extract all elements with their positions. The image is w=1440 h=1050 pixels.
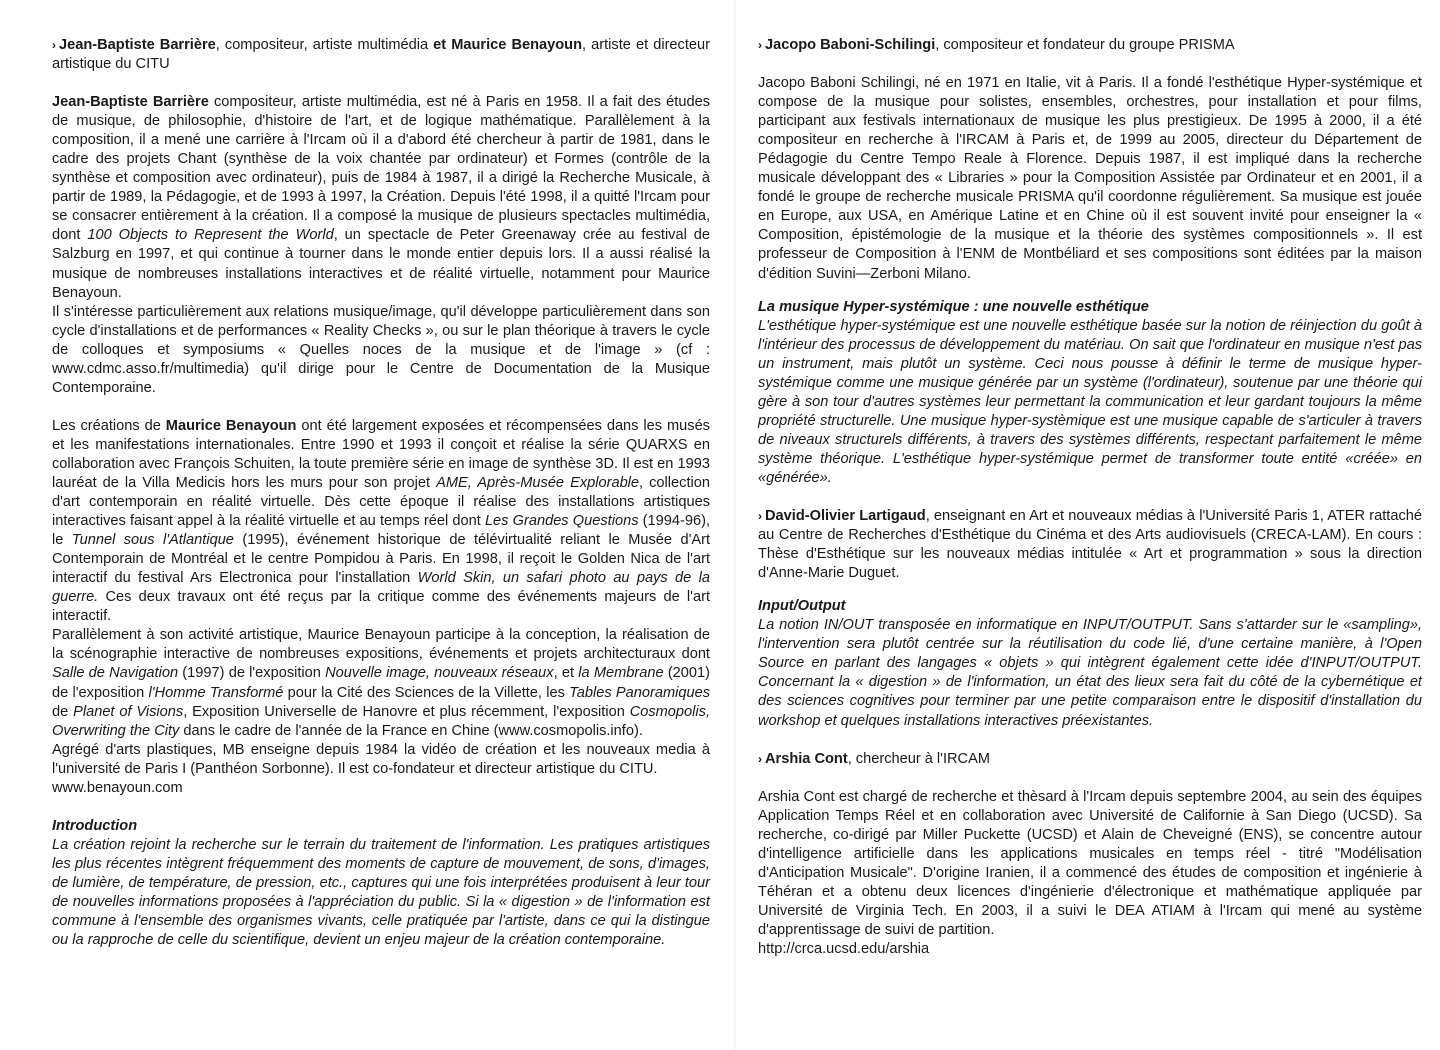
section-title-hyper-systemique: La musique Hyper-systémique : une nouvelle esthétique	[758, 298, 1149, 315]
bio-text: , et	[553, 665, 579, 682]
header-barriere-benayoun	[52, 36, 710, 74]
work-title: Planet of Visions	[73, 703, 184, 720]
left-column	[52, 36, 710, 950]
website-link[interactable]: http://crca.ucsd.edu/arshia	[758, 940, 930, 957]
work-title: World Skin, un safari photo au pays de la guerre.	[52, 570, 710, 606]
website-link[interactable]: www.benayoun.com	[52, 779, 183, 796]
introduction-body: La création rejoint la recherche sur le terrain du traitement de l'information. Les pratiques artistiques les plus récentes intègrent fréquemment des moments de capture de mouvement, de sons, d'images, de lumière, de température, de pression, etc., captures qui une fois interprétées produisent à leur tour de nouvelles informations proposées à l'appréciation du public. Si la « digestion » de l'information est commune à l'ensemble des organismes vivants, celle pratiquée par l'artiste, dans ce qui la distingue ou la rapproche de celle du scientifique, devient un enjeu majeur de la création contemporaine.	[52, 836, 710, 949]
person-name: Jean-Baptiste Barrière	[52, 94, 209, 111]
work-title: Nouvelle image, nouveaux réseaux	[325, 665, 554, 682]
bio-text: Les créations de	[52, 417, 166, 434]
bio-lartigaud	[758, 507, 1422, 583]
bullet-arrow-icon: ›	[758, 509, 762, 524]
work-title: l'Homme Transformé	[148, 684, 284, 701]
person-name: Maurice Benayoun	[165, 417, 297, 434]
person-name: Maurice Benayoun	[451, 37, 583, 53]
bio-text: , collection d'art contemporain en réalité virtuelle. Dès cette époque il réalise des installations artistiques interactives faisant appel à la réalité virtuelle et au temps réel dont	[52, 474, 710, 530]
bio-text: (1995), événement historique de télévirtualité reliant le Musée d'Art Contemporain de Montréal et le centre Pompidou à Paris. En 1998, il reçoit le Golden Nica de l'art interactif du festival Ars Electronica pour l'installation	[52, 532, 710, 587]
work-title: AME, Après-Musée Explorable	[436, 474, 640, 491]
work-title: Les Grandes Questions	[484, 513, 639, 530]
bio-barriere-para2: Il s'intéresse particulièrement aux relations musique/image, qu'il développe particulièrement dans son cycle d'installations et de performances « Reality Checks », ou sur le plan théorique à travers le cycle de colloques et symposiums « Quelles noces de la musique et de l'image » (cf : www.cdmc.asso.fr/multimedia) qu'il dirige pour le Centre de Documentation de la Musique Contemporaine.	[52, 303, 710, 396]
bio-text: (1994-96), le	[52, 513, 711, 549]
bio-text: compositeur, artiste multimédia, est né à Paris en 1958. Il a fait des études de musique, de philosophie, d'histoire de l'art, et de logique mathématique. Parallèlement à la composition, il a mené une carrière à l'Ircam où il a d'abord été chercheur à partir de 1981, dans le cadre des projets Chant (synthèse de la voix chantée par ordinateur) et Formes (contrôle de la synthèse et composition avec ordinateur), puis de 1984 à 1987, il a dirigé la Recherche Musicale, à partir de 1989, la Pédagogie, et de 1993 à 1997, la Création. Depuis l'été 1998, il a quitté l'Ircam pour se consacrer entièrement à la création. Il a composé la musique de plusieurs spectacles multimédia, dont	[52, 94, 710, 244]
work-title: la Membrane	[578, 665, 664, 682]
work-title: Salle de Navigation	[52, 665, 179, 682]
bio-text: pour la Cité des Sciences de la Villette, les	[283, 684, 570, 701]
bullet-arrow-icon: ›	[758, 38, 762, 52]
section-title-introduction: Introduction	[52, 817, 138, 834]
bio-text: , un spectacle de Peter Greenaway crée au festival de Salzburg en 1997, et qui continue à tourner dans le monde entier depuis lors. Il a aussi réalisé la musique de nombreuses installations interactives et de réalité virtuelle, notamment pour Maurice Benayoun.	[52, 227, 710, 301]
conjunction: et	[433, 37, 447, 53]
section-title-input-output: Input/Output	[758, 598, 846, 615]
bio-barriere	[52, 93, 710, 303]
header-baboni-schilingi	[758, 36, 1422, 55]
bio-text: Parallèlement à son activité artistique, Maurice Benayoun participe à la conception, la réalisation de la scénographie interactive de nombreuses expositions, événements et projets architecturaux dont	[52, 627, 710, 663]
bio-text: (1997) de l'exposition	[178, 665, 326, 682]
bio-text: Ces deux travaux ont été reçus par la critique comme des événements majeurs de l'art interactif.	[52, 589, 710, 625]
hyper-systemique-body: L'esthétique hyper-systémique est une nouvelle esthétique basée sur la notion de réinjection du goût à l'intérieur des processus de développement du matériau. On sait que l'ordinateur en musique n'est pas un instrument, mais plutôt un système. Ceci nous pousse à définir le terme de musique hyper-systémique comme une musique générée par un système (l'ordinateur), soutenue par une théorie qui gère à son tour d'autres systèmes leur permettant la communication et leur gardant toujours la même propriété structurelle. Une musique hyper-systèmique est une musique capable de s'articuler à travers de niveaux structurels différents, à travers des systèmes différents, respectant parfaitement le même système théorique. L'esthétique hyper-systémique permet de transformer toute entité «créée» en «générée».	[758, 317, 1422, 486]
work-title: Cosmopolis, Overwriting the City	[52, 703, 710, 739]
bullet-arrow-icon: ›	[52, 38, 56, 52]
bio-text: de	[52, 703, 74, 720]
person-role: , artiste et directeur artistique du CITU	[52, 37, 710, 73]
work-title: 100 Objects to Represent the World	[87, 227, 334, 244]
work-title: Tunnel sous l'Atlantique	[71, 532, 234, 549]
bio-benayoun-para3: Agrégé d'arts plastiques, MB enseigne depuis 1984 la vidéo de création et les nouveaux media à l'université de Paris I (Panthéon Sorbonne). Il est co-fondateur et directeur artistique du CITU.	[52, 741, 710, 777]
bio-arshia-cont: Arshia Cont est chargé de recherche et thèsard à l'Ircam depuis septembre 2004, au sein des équipes Application Temps Réel et en collaboration avec Université de Californie à San Diego (UCSD). Sa recherche, co-dirigé par Miller Puckette (UCSD) et Alain de Cheveigné (ENS), se concentre autour d'intelligence artificielle dans les applications musicales en temps réel - titré "Modélisation d'Anticipation Musicale". D'origine Iranien, il a commencé des études de composition et ingénierie à Téhéran et a obtenu deux licences d'ingénierie d'électronique et mathématique appliquée par Université de Virginia Tech. En 2003, il a suivi le DEA ATIAM à l'Ircam qui mené au système d'apprentissage de suivi de partition.	[758, 788, 1422, 938]
bio-text: ont été largement exposées et récompensées dans les musés et les manifestations internationales. Entre 1990 et 1993 il conçoit et réalise la série QUARXS en collaboration avec François Schuiten, la toute première série en image de synthèse 3D. Il est en 1993 lauréat de la Villa Medicis hors les murs pour son projet	[52, 417, 710, 491]
bio-baboni-schilingi: Jacopo Baboni Schilingi, né en 1971 en Italie, vit à Paris. Il a fondé l'esthétique Hyper-systémique et compose de la musique pour solistes, ensembles, orchestres, pour installation et pour films, participant aux festivals internationaux de musique les plus prestigieux. De 1995 à 2000, il a été compositeur en recherche à l'IRCAM à Paris et, de 1999 au 2005, directeur du Département de Pédagogie du Centre Tempo Reale à Florence. Depuis 1987, il est impliqué dans la recherche musicale développant des « Libraries » pour la Composition Assistée par Ordinateur et en 2001, il a fondé le groupe de recherche musicale PRISMA qu'il coordonne régulièrement. Sa musique est jouée en Europe, aux USA, en Amérique Latine et en Chine où il est souvent invité pour enseigner la « Composition, épistémologie de la musique et la théorie des systèmes compositionnels ». Il est professeur de Composition à l'ENM de Montbéliard et ses compositions sont éditées par la maison d'édition Suvini—Zerboni Milano.	[758, 75, 1422, 282]
input-output-body: La notion IN/OUT transposée en informatique en INPUT/OUTPUT. Sans s'attarder sur le «sampling», l'intervention sera plutôt centrée sur la réutilisation du code lié, d'une certaine manière, à l'Open Source en parlant des langages « objets » qui intègrent également cette idée d'INPUT/OUTPUT. Concernant la « digestion » de l'information, un état des lieux sera fait du côté de la cybernétique et des sciences cognitives pour terminer par une petite comparaison entre le dispositif d'installation du workshop et quelques installations interactives préexistantes.	[758, 617, 1422, 729]
person-role: , enseignant en Art et nouveaux médias à l'Université Paris 1, ATER rattaché au Centre de Recherches d'Esthétique du Cinéma et des Arts audiovisuels (CRECA-LAM). En cours : Thèse d'Esthétique sur les nouveaux médias intitulée « Art et programmation » sous la direction d'Anne-Marie Duguet.	[758, 508, 1422, 582]
person-name: Jean-Baptiste Barrière	[59, 37, 216, 53]
bio-benayoun-para2	[52, 626, 710, 740]
work-title: Tables Panoramiques	[569, 684, 711, 701]
bio-text: (2001) de l'exposition	[52, 665, 711, 701]
person-name: Arshia Cont	[765, 750, 848, 767]
person-role: , compositeur, artiste multimédia	[215, 37, 434, 53]
person-name: Jacopo Baboni-Schilingi	[765, 37, 936, 53]
page-fold	[734, 0, 736, 1050]
person-role: , chercheur à l'IRCAM	[847, 750, 990, 767]
bullet-arrow-icon: ›	[758, 751, 762, 766]
person-name: David-Olivier Lartigaud	[765, 508, 926, 525]
bio-benayoun	[52, 417, 710, 627]
right-column	[758, 36, 1422, 959]
header-arshia-cont	[758, 750, 1422, 769]
bio-text: dans le cadre de l'année de la France en Chine (www.cosmopolis.info).	[179, 722, 643, 739]
person-role: , compositeur et fondateur du groupe PRISMA	[935, 37, 1235, 53]
bio-text: , Exposition Universelle de Hanovre et plus récemment, l'exposition	[183, 703, 630, 720]
